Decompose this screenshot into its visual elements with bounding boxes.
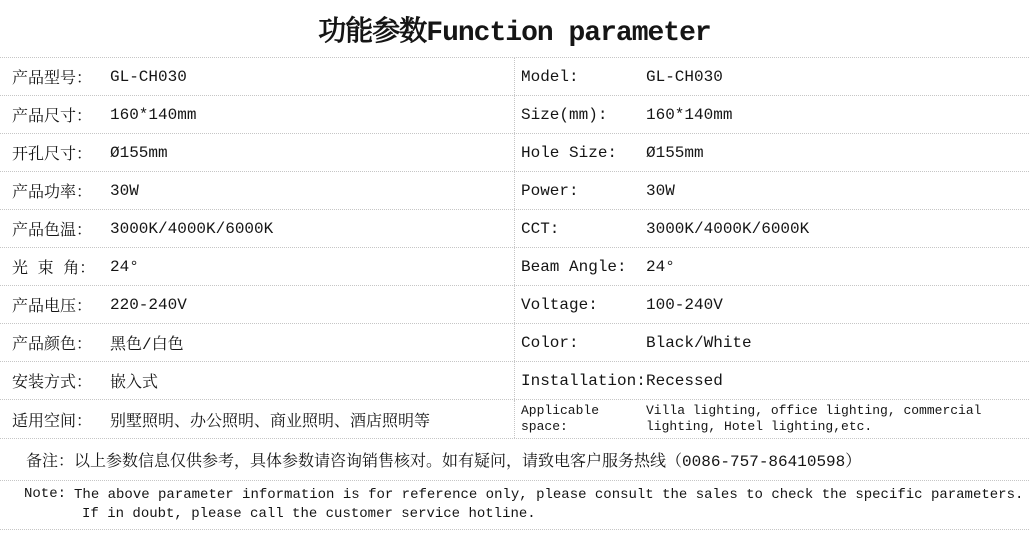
spec-row-model	[0, 57, 1029, 95]
en-value: 3000K/4000K/6000K	[646, 219, 810, 238]
zh-value: 3000K/4000K/6000K	[110, 219, 274, 238]
en-label: Applicable space:	[521, 403, 600, 434]
en-value: Recessed	[646, 371, 723, 390]
en-value: Ø155mm	[646, 143, 704, 162]
zh-value: GL-CH030	[110, 67, 187, 86]
en-label: Color:	[521, 333, 579, 352]
en-label: Model:	[521, 67, 579, 86]
en-value: 24°	[646, 257, 675, 276]
en-label: CCT:	[521, 219, 560, 238]
zh-value: 160*140mm	[110, 105, 197, 124]
spec-row-hole-size	[0, 133, 1029, 171]
zh-label: 开孔尺寸：	[12, 146, 93, 164]
zh-value: 黑色/白色	[110, 336, 184, 354]
en-value: Black/White	[646, 333, 752, 352]
en-value: 100-240V	[646, 295, 723, 314]
en-value: 160*140mm	[646, 105, 733, 124]
zh-label: 产品尺寸：	[12, 108, 93, 126]
column-divider-cell	[514, 58, 1029, 95]
spec-row-color	[0, 323, 1029, 361]
spec-row-installation	[0, 361, 1029, 399]
en-value: GL-CH030	[646, 67, 723, 86]
zh-label: 产品色温：	[12, 222, 93, 240]
zh-value: 24°	[110, 257, 139, 276]
spec-row-size	[0, 95, 1029, 133]
spec-row-cct	[0, 209, 1029, 247]
zh-label: 产品功率：	[12, 184, 93, 202]
zh-value: Ø155mm	[110, 143, 168, 162]
zh-value: 嵌入式	[110, 374, 159, 392]
zh-label: 产品型号：	[12, 70, 93, 88]
en-label: Voltage:	[521, 295, 598, 314]
zh-label: 产品颜色：	[12, 336, 93, 354]
page-title: 功能参数Function parameter	[318, 17, 711, 49]
zh-label: 产品电压：	[12, 298, 93, 316]
note-label: Note:	[24, 486, 67, 502]
zh-value: 30W	[110, 181, 139, 200]
zh-label: 安装方式：	[12, 374, 93, 392]
remark-label: 备注：	[26, 453, 75, 471]
en-value: Villa lighting, office lighting, commercial lighting, Hotel lighting,etc.	[646, 403, 982, 434]
zh-label: 光 束 角：	[12, 260, 96, 278]
remark-row	[0, 438, 1029, 480]
note-line-1: The above parameter information is for reference only, please consult the sales to check the specific parameters.	[74, 487, 1024, 503]
en-label: Hole Size:	[521, 143, 618, 162]
note-row	[0, 480, 1029, 530]
en-label: Installation:	[521, 371, 646, 390]
zh-label: 适用空间：	[12, 412, 93, 431]
en-value: 30W	[646, 181, 675, 200]
en-label: Power:	[521, 181, 579, 200]
spec-row-power	[0, 171, 1029, 209]
remark-text: 以上参数信息仅供参考，具体参数请咨询销售核对。如有疑问，请致电客户服务热线（0086-757-86410598）	[74, 453, 862, 471]
spec-row-applicable-space	[0, 399, 1029, 438]
en-label: Size(mm):	[521, 105, 608, 124]
en-label: Beam Angle:	[521, 257, 627, 276]
note-line-2: If in doubt, please call the customer service hotline.	[82, 506, 536, 522]
spec-table	[0, 57, 1029, 438]
zh-value: 别墅照明、办公照明、商业照明、酒店照明等	[110, 412, 431, 431]
zh-value: 220-240V	[110, 295, 187, 314]
spec-row-beam-angle	[0, 247, 1029, 285]
spec-row-voltage	[0, 285, 1029, 323]
